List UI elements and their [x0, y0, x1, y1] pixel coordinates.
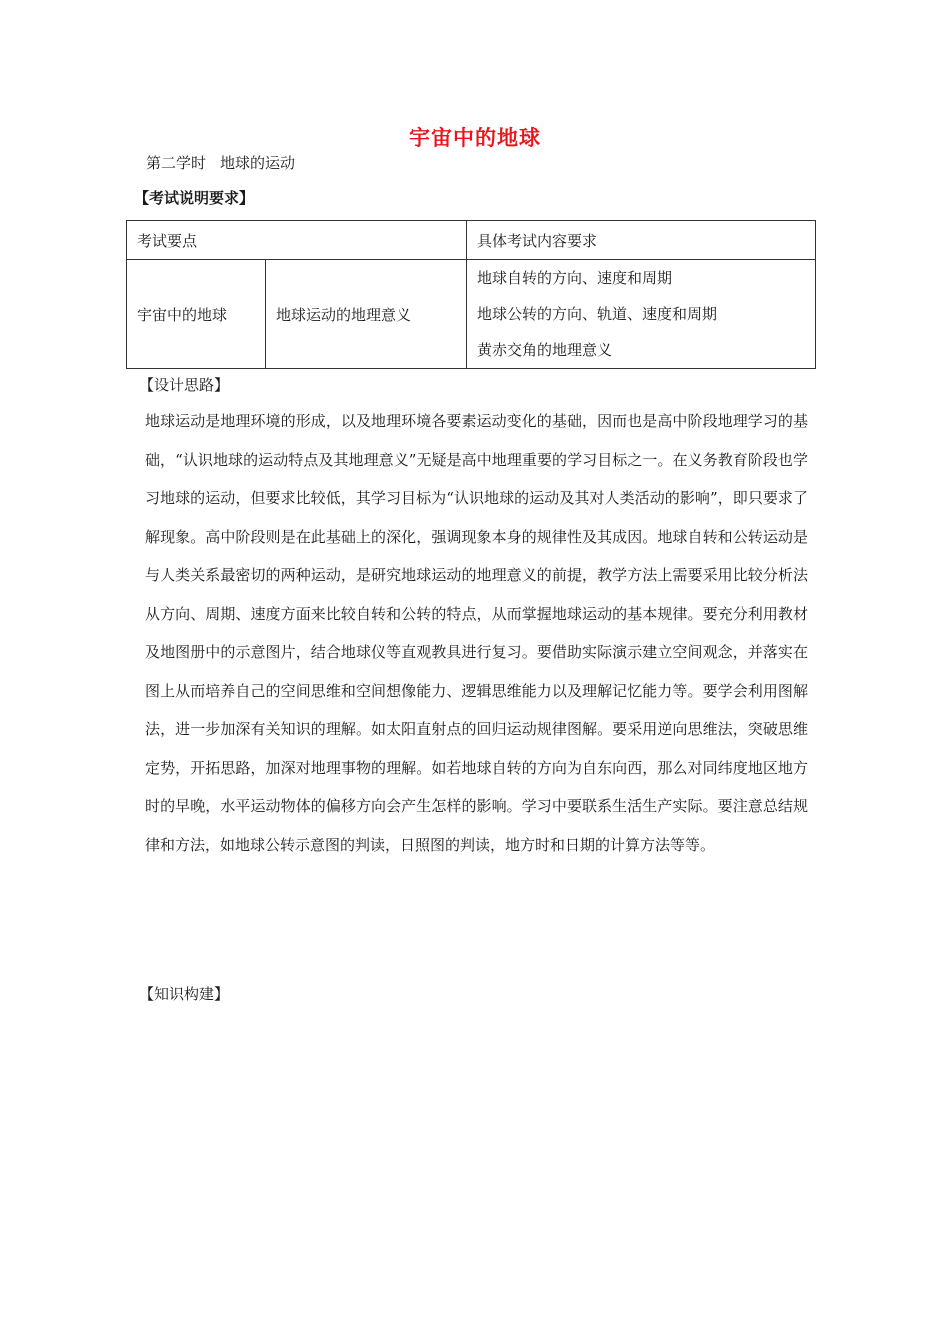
header-exam-content: 具体考试内容要求 [467, 221, 816, 260]
lesson-number: 第二学时 [146, 154, 207, 172]
exam-requirements-table [126, 220, 816, 369]
lesson-topic: 地球的运动 [220, 154, 296, 172]
exam-requirements-heading: 【考试说明要求】 [134, 189, 255, 207]
requirement-item: 黄赤交角的地理意义 [477, 341, 613, 359]
table-header-row [127, 221, 816, 260]
requirement-item: 地球公转的方向、轨道、速度和周期 [477, 305, 718, 323]
cell-subtopic: 地球运动的地理意义 [266, 260, 467, 369]
knowledge-heading: 【知识构建】 [139, 985, 230, 1003]
design-heading: 【设计思路】 [139, 376, 230, 394]
lesson-subtitle [146, 152, 295, 173]
document-title: 宇宙中的地球 [409, 125, 541, 150]
requirement-item: 地球自转的方向、速度和周期 [477, 269, 673, 287]
cell-topic: 宇宙中的地球 [127, 260, 266, 369]
header-exam-points: 考试要点 [127, 221, 467, 260]
cell-requirements [467, 260, 816, 369]
table-row [127, 260, 816, 369]
design-paragraph: 地球运动是地理环境的形成，以及地理环境各要素运动变化的基础，因而也是高中阶段地理学习的基础，“认识地球的运动特点及其地理意义”无疑是高中地理重要的学习目标之一。在义务教育阶段也学习地球的运动，但要求比较低，其学习目标为“认识地球的运动及其对人类活动的影响”，即只要求了解现象。高中阶段则是在此基础上的深化，强调现象本身的规律性及其成因。地球自转和公转运动是与人类关系最密切的两种运动，是研究地球运动的地理意义的前提，教学方法上需要采用比较分析法从方向、周期、速度方面来比较自转和公转的特点，从而掌握地球运动的基本规律。要充分利用教材及地图册中的示意图片，结合地球仪等直观教具进行复习。要借助实际演示建立空间观念，并落实在图上从而培养自己的空间思维和空间想像能力、逻辑思维能力以及理解记忆能力等。要学会利用图解法，进一步加深有关知识的理解。如太阳直射点的回归运动规律图解。要采用逆向思维法，突破思维定势，开拓思路，加深对地理事物的理解。如若地球自转的方向为自东向西，那么对同纬度地区地方时的早晚，水平运动物体的偏移方向会产生怎样的影响。学习中要联系生活生产实际。要注意总结规律和方法，如地球公转示意图的判读，日照图的判读，地方时和日期的计算方法等等。 [145, 412, 808, 854]
